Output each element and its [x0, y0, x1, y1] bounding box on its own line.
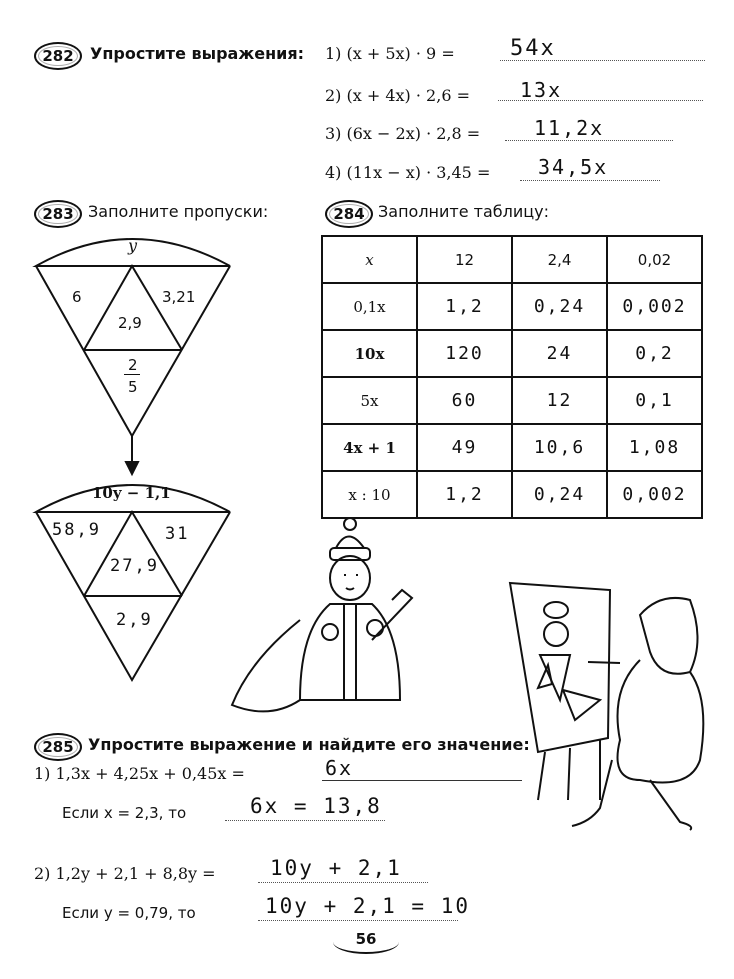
answer-line	[322, 780, 522, 781]
top-shape-arc-label: y	[128, 236, 138, 255]
table-header-cell: x	[322, 236, 417, 283]
row-label: 10x	[322, 330, 417, 377]
task-285-result-1: 6x = 13,8	[250, 794, 382, 818]
top-shape	[36, 239, 230, 436]
task-282-expr-4: 4) (11x − x) · 3,45 =	[325, 163, 491, 182]
table-cell: 0,002	[607, 471, 702, 518]
task-285-cond-2: Если y = 0,79, то	[62, 904, 196, 922]
task-282-expr-2: 2) (x + 4x) · 2,6 =	[325, 86, 470, 105]
bottom-shape-bottom: 2,9	[116, 610, 153, 630]
top-shape-bottom-num: 2	[128, 356, 138, 374]
table-cell: 49	[417, 424, 512, 471]
task-283-title: Заполните пропуски:	[88, 202, 269, 221]
values-table	[321, 235, 703, 519]
arrow	[126, 436, 138, 474]
table-cell: 1,2	[417, 471, 512, 518]
top-shape-center: 2,9	[118, 314, 142, 332]
bottom-shape-center: 27,9	[110, 556, 159, 576]
task-285-answer-1: 6x	[325, 756, 354, 780]
table-cell: 1,08	[607, 424, 702, 471]
row-label: x : 10	[322, 471, 417, 518]
top-shape-bottom-den: 5	[128, 378, 138, 396]
answer-line	[258, 920, 458, 921]
table-cell: 12	[512, 377, 607, 424]
task-282-answer-3: 11,2x	[534, 116, 605, 140]
bottom-shape-arc-label: 10y − 1,1	[92, 484, 171, 502]
table-row	[322, 283, 702, 330]
task-285-number: 285	[34, 733, 82, 761]
task-282-number: 282	[34, 42, 82, 70]
table-cell: 10,6	[512, 424, 607, 471]
task-284-number: 284	[325, 200, 373, 228]
table-row	[322, 471, 702, 518]
table-header-cell: 0,02	[607, 236, 702, 283]
table-cell: 24	[512, 330, 607, 377]
bottom-shape	[36, 485, 230, 680]
bottom-shape-left: 58,9	[52, 520, 101, 540]
top-shape-right: 3,21	[162, 288, 196, 306]
answer-line	[225, 820, 385, 821]
task-284-title: Заполните таблицу:	[378, 202, 550, 221]
table-row	[322, 330, 702, 377]
top-shape-left: 6	[72, 288, 82, 306]
table-cell: 0,24	[512, 471, 607, 518]
table-cell: 0,1	[607, 377, 702, 424]
table-header-cell: 12	[417, 236, 512, 283]
table-cell: 1,2	[417, 283, 512, 330]
task-282-answer-2: 13x	[520, 78, 563, 102]
table-cell: 0,002	[607, 283, 702, 330]
table-cell: 0,2	[607, 330, 702, 377]
task-285-cond-1: Если x = 2,3, то	[62, 804, 187, 822]
answer-line	[258, 882, 428, 883]
task-282-answer-1: 54x	[510, 36, 556, 61]
row-label: 0,1x	[322, 283, 417, 330]
task-285-answer-2: 10y + 2,1	[270, 856, 402, 880]
table-cell: 120	[417, 330, 512, 377]
table-cell: 60	[417, 377, 512, 424]
task-285-title: Упростите выражение и найдите его значение:	[88, 735, 530, 754]
row-label: 4x + 1	[322, 424, 417, 471]
bottom-shape-right: 31	[165, 524, 190, 544]
table-header-cell: 2,4	[512, 236, 607, 283]
task-285-result-2: 10y + 2,1 = 10	[265, 894, 471, 918]
task-283-number: 283	[34, 200, 82, 228]
task-285-expr-2: 2) 1,2y + 2,1 + 8,8y =	[34, 864, 216, 883]
task-282-expr-3: 3) (6x − 2x) · 2,8 =	[325, 124, 481, 143]
fraction-bar	[124, 374, 140, 375]
table-row	[322, 377, 702, 424]
boy-illustration	[232, 518, 412, 711]
artist-illustration	[510, 583, 703, 830]
task-285-expr-1: 1) 1,3x + 4,25x + 0,45x =	[34, 764, 245, 783]
table-header-row	[322, 236, 702, 283]
task-282-title: Упростите выражения:	[90, 44, 305, 63]
task-282-expr-1: 1) (x + 5x) · 9 =	[325, 44, 455, 63]
table-row	[322, 424, 702, 471]
page-number: 56	[333, 930, 399, 954]
table-cell: 0,24	[512, 283, 607, 330]
row-label: 5x	[322, 377, 417, 424]
task-282-answer-4: 34,5x	[538, 155, 609, 179]
